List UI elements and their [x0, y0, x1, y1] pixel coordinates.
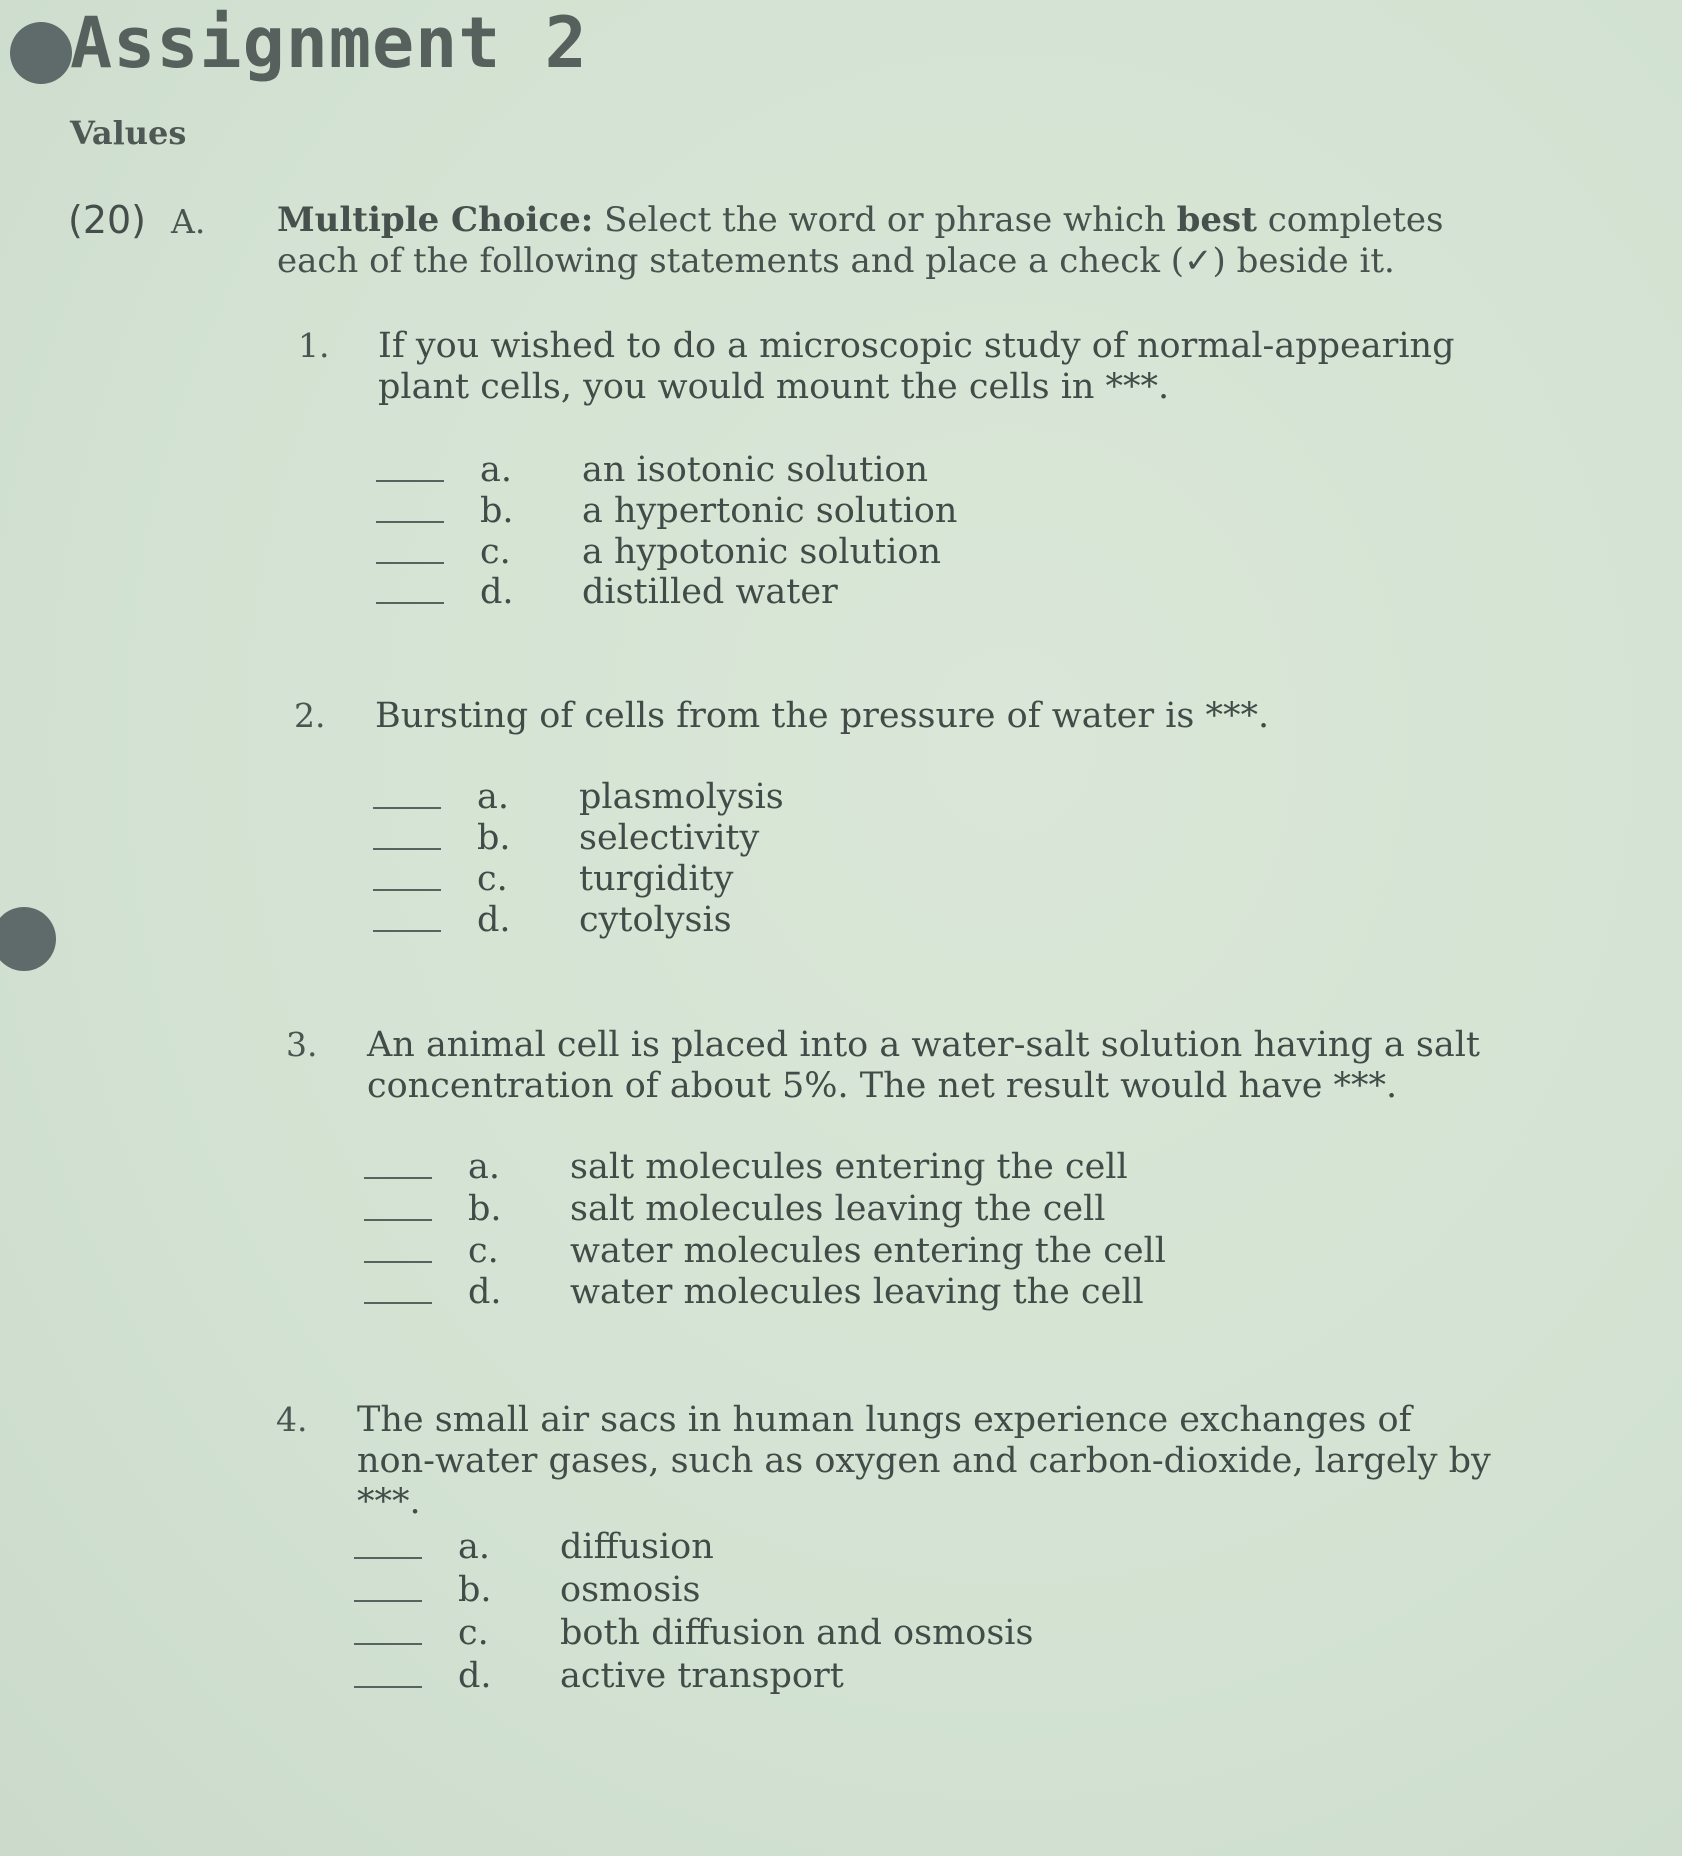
- section-heading: Multiple Choice:: [277, 200, 594, 240]
- question-1-text: If you wished to do a microscopic study of normal-appearing plant cells, you would mount the cells in ***.: [378, 326, 1455, 407]
- question-3-text: An animal cell is placed into a water-salt solution having a salt concentration of about 5%. The net result would have ***.: [367, 1025, 1480, 1106]
- answer-blank[interactable]: [354, 1557, 422, 1559]
- question-2-number: 2.: [294, 696, 326, 735]
- section-points: (20): [68, 198, 147, 242]
- option-text: an isotonic solution: [582, 450, 929, 490]
- option-letter: c.: [468, 1231, 499, 1271]
- option-letter: b.: [477, 818, 511, 858]
- option-letter: b.: [468, 1189, 502, 1229]
- option-text: diffusion: [560, 1527, 714, 1567]
- answer-blank[interactable]: [373, 889, 441, 891]
- option-text: salt molecules leaving the cell: [570, 1189, 1106, 1229]
- answer-blank[interactable]: [364, 1177, 432, 1179]
- question-2-text: Bursting of cells from the pressure of water is ***.: [375, 696, 1270, 736]
- answer-blank[interactable]: [373, 807, 441, 809]
- answer-blank[interactable]: [373, 930, 441, 932]
- option-text: selectivity: [579, 818, 760, 858]
- option-letter: b.: [458, 1570, 492, 1610]
- question-4-text: The small air sacs in human lungs experience exchanges of non-water gases, such as oxygen and carbon-dioxide, largely by ***.: [357, 1400, 1491, 1522]
- option-letter: c.: [477, 859, 508, 899]
- option-letter: d.: [468, 1272, 502, 1312]
- punch-hole-middle: [0, 907, 56, 971]
- option-text: osmosis: [560, 1570, 701, 1610]
- answer-blank[interactable]: [376, 521, 444, 523]
- option-text: both diffusion and osmosis: [560, 1613, 1034, 1653]
- values-label: Values: [70, 114, 187, 152]
- instruction-text-2: completes each of the following statements and place a check (✓) beside it.: [277, 200, 1444, 281]
- answer-blank[interactable]: [376, 602, 444, 604]
- option-letter: c.: [480, 532, 511, 572]
- question-3-number: 3.: [286, 1025, 318, 1064]
- answer-blank[interactable]: [354, 1600, 422, 1602]
- option-text: a hypertonic solution: [582, 491, 958, 531]
- answer-blank[interactable]: [373, 848, 441, 850]
- answer-blank[interactable]: [376, 480, 444, 482]
- instruction-emphasis: best: [1176, 200, 1257, 240]
- option-text: cytolysis: [579, 900, 732, 940]
- answer-blank[interactable]: [354, 1686, 422, 1688]
- option-letter: a.: [480, 450, 512, 490]
- option-letter: d.: [480, 572, 514, 612]
- option-letter: c.: [458, 1613, 489, 1653]
- option-letter: b.: [480, 491, 514, 531]
- answer-blank[interactable]: [364, 1302, 432, 1304]
- punch-hole-top: [10, 22, 72, 84]
- option-text: water molecules entering the cell: [570, 1231, 1166, 1271]
- option-letter: d.: [477, 900, 511, 940]
- question-1-number: 1.: [298, 326, 330, 365]
- answer-blank[interactable]: [354, 1643, 422, 1645]
- option-letter: a.: [477, 777, 509, 817]
- option-text: salt molecules entering the cell: [570, 1147, 1128, 1187]
- option-text: active transport: [560, 1656, 844, 1696]
- section-letter: A.: [171, 202, 206, 241]
- option-text: turgidity: [579, 859, 734, 899]
- option-text: water molecules leaving the cell: [570, 1272, 1144, 1312]
- option-text: a hypotonic solution: [582, 532, 942, 572]
- answer-blank[interactable]: [364, 1261, 432, 1263]
- option-text: distilled water: [582, 572, 838, 612]
- answer-blank[interactable]: [376, 562, 444, 564]
- option-letter: a.: [468, 1147, 500, 1187]
- option-letter: d.: [458, 1656, 492, 1696]
- instruction-text-1: Select the word or phrase which: [604, 200, 1166, 240]
- answer-blank[interactable]: [364, 1219, 432, 1221]
- option-letter: a.: [458, 1527, 490, 1567]
- option-text: plasmolysis: [579, 777, 784, 817]
- question-4-number: 4.: [276, 1400, 308, 1439]
- section-instructions: [277, 200, 1527, 282]
- page-title: Assignment 2: [70, 2, 588, 84]
